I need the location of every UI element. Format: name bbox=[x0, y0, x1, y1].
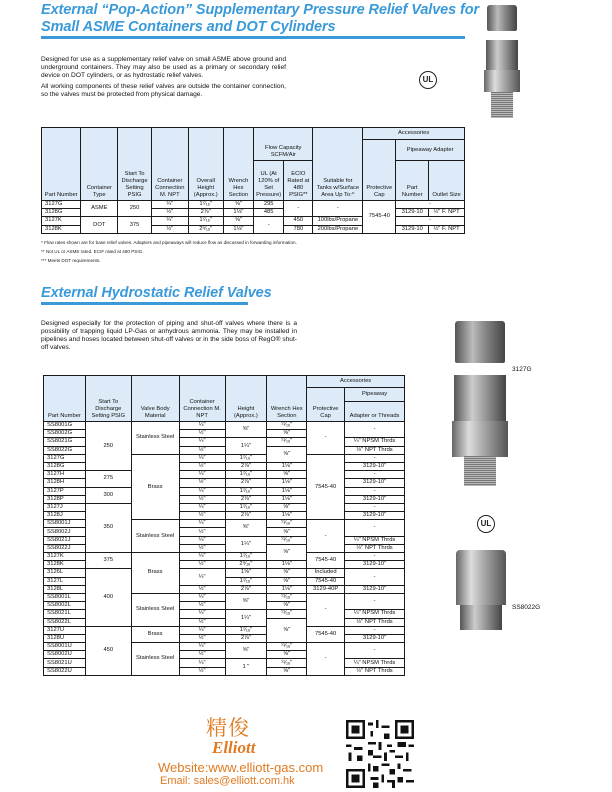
height: ⅝" bbox=[225, 593, 267, 609]
height: 1⁷⁄₁₆" bbox=[188, 217, 223, 225]
connection: ½" bbox=[151, 225, 188, 233]
height: 2⅞" bbox=[225, 462, 267, 470]
th-overall-height: Overall Height (Approx.) bbox=[188, 128, 223, 201]
part-number: SS8002L bbox=[44, 602, 86, 610]
adapter: - bbox=[396, 217, 465, 225]
connection: ¼" bbox=[179, 520, 225, 528]
protective-cap: Included bbox=[307, 569, 345, 577]
connection: ¼" bbox=[179, 643, 225, 651]
height: 2⁹⁄₁₆" bbox=[188, 225, 223, 233]
height: 1¼" bbox=[225, 438, 267, 454]
hex: ⅝" bbox=[267, 651, 307, 659]
th-adapter-or-threads: Adapter or Threads bbox=[345, 402, 405, 422]
th-container-type: Container Type bbox=[81, 128, 118, 201]
height: 2⁹⁄₁₆" bbox=[225, 561, 267, 569]
height: 1⁷⁄₁₆" bbox=[225, 577, 267, 585]
body-material: Brass bbox=[131, 626, 179, 642]
th-wrench-hex: Wrench Hex Section bbox=[267, 376, 307, 422]
th-accessories: Accessories bbox=[307, 376, 405, 388]
connection: ½" bbox=[179, 430, 225, 438]
hex: 1⅛" bbox=[267, 487, 307, 495]
adapter: - bbox=[345, 471, 405, 479]
th-protective-cap: Protective Cap bbox=[363, 140, 396, 201]
part-number: SS8002G bbox=[44, 430, 86, 438]
part-number: 3128P bbox=[44, 495, 86, 503]
setting: 375 bbox=[118, 217, 152, 233]
ul-certification-icon: UL bbox=[419, 71, 437, 89]
hex: 1⅛" bbox=[267, 462, 307, 470]
part-number: SS8022J bbox=[44, 544, 86, 552]
th-part-number: Part Number bbox=[44, 376, 86, 422]
hex: 1⅛" bbox=[267, 585, 307, 593]
hex: ⅝" bbox=[267, 528, 307, 536]
part-number: 3127K bbox=[44, 553, 86, 561]
connection: ½" bbox=[179, 667, 225, 675]
protective-cap: - bbox=[307, 520, 345, 553]
section2-title-rule bbox=[41, 302, 248, 305]
connection: ¼" bbox=[179, 659, 225, 667]
connection: ½" bbox=[179, 561, 225, 569]
connection: ¼" bbox=[179, 626, 225, 634]
connection: ½" bbox=[151, 209, 188, 217]
setting: 375 bbox=[85, 553, 131, 569]
label-3127g: 3127G bbox=[512, 366, 532, 373]
connection: ¼" bbox=[151, 201, 188, 209]
part-number: 3128U bbox=[44, 634, 86, 642]
part-number: 3128G bbox=[42, 209, 81, 217]
adapter: ½" NPT Thrds bbox=[345, 544, 405, 552]
section1-para1: Designed for use as a supplementary relief valve on small ASME above ground and underground containers. They may also be used as a primary or secondary relief device on DOT cylinders, or as hydrostatic relief valves. bbox=[41, 56, 286, 79]
suitable-for: 100lbs/Propane bbox=[313, 217, 363, 225]
outlet-size: ½" F. NPT bbox=[429, 225, 465, 233]
height: 1¼" bbox=[225, 610, 267, 626]
table-row bbox=[44, 422, 405, 430]
part-number: 3128K bbox=[42, 225, 81, 233]
protective-cap: - bbox=[307, 422, 345, 455]
container-type: DOT bbox=[81, 217, 118, 233]
adapter: - bbox=[345, 487, 405, 495]
connection: ½" bbox=[179, 585, 225, 593]
height: 1⁷⁄₁₆" bbox=[225, 471, 267, 479]
relief-valve-photo-top bbox=[484, 2, 522, 120]
connection: ¼" bbox=[179, 422, 225, 430]
hex: 1⅛" bbox=[267, 561, 307, 569]
adapter-part: 3129-10 bbox=[396, 225, 429, 233]
connection: ¼" bbox=[179, 536, 225, 544]
connection: ¼" bbox=[179, 454, 225, 462]
adapter: - bbox=[345, 643, 405, 659]
hex: 1⅛" bbox=[267, 495, 307, 503]
connection: ¼" bbox=[179, 487, 225, 495]
part-number: 3127G bbox=[42, 201, 81, 209]
adapter: - bbox=[345, 626, 405, 634]
part-number: 3127U bbox=[44, 626, 86, 634]
connection: ¼" bbox=[179, 553, 225, 561]
part-number: SS8001J bbox=[44, 520, 86, 528]
hex: ⅝" bbox=[267, 430, 307, 438]
connection: ¼" bbox=[151, 217, 188, 225]
height: 1 " bbox=[225, 659, 267, 675]
th-start-to-discharge: Start To Discharge Setting PSIG bbox=[118, 128, 152, 201]
pop-action-valves-table bbox=[41, 127, 465, 234]
valve-3127g-photo bbox=[452, 318, 508, 456]
th-outlet-size: Outlet Size bbox=[429, 161, 465, 201]
hex: ¹¹⁄₁₆" bbox=[267, 659, 307, 667]
height: 1⁷⁄₁₆" bbox=[188, 201, 223, 209]
th-suitable-for: Suitable for Tanks w/Surface Area Up To:^ bbox=[313, 128, 363, 201]
suitable-for: 200lbs/Propane bbox=[313, 225, 363, 233]
section2-para: Designed especially for the protection of piping and shut-off valves where there is a possibility of trapping liquid LP-Gas or anhydrous ammonia. They may be installed in pipelines and hoses located between shut-off valves or in the side boss of RegO® shut-off valves. bbox=[41, 320, 297, 351]
part-number: 3127P bbox=[44, 487, 86, 495]
hex: ¹¹⁄₁₆" bbox=[267, 610, 307, 618]
hex: 1⅛" bbox=[223, 225, 253, 233]
part-number: SS8001L bbox=[44, 593, 86, 601]
hex: ¹¹⁄₁₆" bbox=[267, 438, 307, 446]
hex: ¹¹⁄₁₆" bbox=[267, 643, 307, 651]
adapter: ¼" NPSM Thrds bbox=[345, 610, 405, 618]
part-number: SS8022L bbox=[44, 618, 86, 626]
protective-cap: - bbox=[307, 643, 345, 676]
valve-ss8022g-photo bbox=[456, 550, 506, 630]
part-number: 3128J bbox=[44, 512, 86, 520]
height: 1⁷⁄₁₆" bbox=[225, 553, 267, 561]
footnote-1: * Flow rates shown are for base relief valves. Adapters and pipeaways will reduce flow as discussed in forwarding information. bbox=[41, 240, 297, 245]
section1-title-line1: External “Pop-Action” Supplementary Pressure Relief Valves for bbox=[41, 2, 480, 18]
hex: ⅝" bbox=[267, 667, 307, 675]
adapter: - bbox=[345, 593, 405, 609]
adapter: - bbox=[345, 553, 405, 561]
part-number: SS8002J bbox=[44, 528, 86, 536]
height: 2⅞" bbox=[225, 479, 267, 487]
connection: ½" bbox=[179, 618, 225, 626]
section2-title: External Hydrostatic Relief Valves bbox=[41, 285, 272, 301]
part-number: SS8021J bbox=[44, 536, 86, 544]
setting: 275 bbox=[85, 471, 131, 487]
part-number: 3126L bbox=[44, 569, 86, 577]
adapter: ¼" NPSM Thrds bbox=[345, 536, 405, 544]
th-start-to-discharge: Start To Discharge Setting PSIG bbox=[85, 376, 131, 422]
ul-flow: 485 bbox=[254, 209, 284, 217]
ecio-flow: - bbox=[284, 201, 313, 217]
ul-certification-icon-2: UL bbox=[477, 515, 495, 533]
adapter: ½" NPT Thrds bbox=[345, 446, 405, 454]
section2-description bbox=[41, 320, 297, 355]
hex: ⅝" bbox=[267, 503, 307, 511]
connection: ¼" bbox=[179, 593, 225, 601]
adapter: ½" NPT Thrds bbox=[345, 618, 405, 626]
connection: ½" bbox=[179, 495, 225, 503]
part-number: 3127G bbox=[44, 454, 86, 462]
adapter: - bbox=[345, 454, 405, 462]
connection: ½" bbox=[179, 651, 225, 659]
th-flow-capacity: Flow Capacity SCFM/Air bbox=[254, 128, 313, 161]
adapter: 3129-10" bbox=[345, 585, 405, 593]
part-number: 3127J bbox=[44, 503, 86, 511]
part-number: SS8021G bbox=[44, 438, 86, 446]
height: 1¼" bbox=[225, 536, 267, 552]
section1-description bbox=[41, 56, 286, 102]
hex: ⅝" bbox=[223, 201, 253, 209]
th-part-number: Part Number bbox=[42, 128, 81, 201]
setting: 300 bbox=[85, 487, 131, 503]
outlet-size: ½" F. NPT bbox=[429, 209, 465, 217]
footnote-2: ** Not UL or ASME rated. ECIF rated at 480 PSIG. bbox=[41, 249, 144, 254]
body-material: Brass bbox=[131, 553, 179, 594]
adapter: ¼" NPSM Thrds bbox=[345, 659, 405, 667]
th-accessories: Accessories bbox=[363, 128, 465, 140]
hydrostatic-valves-table bbox=[43, 375, 405, 676]
connection: ½" bbox=[179, 479, 225, 487]
adapter: 3129-10" bbox=[345, 512, 405, 520]
protective-cap: 7545-40 bbox=[307, 577, 345, 585]
th-pipeaway-adapter: Pipeaway Adapter bbox=[396, 140, 465, 161]
table-row bbox=[44, 487, 405, 495]
height: ⅝" bbox=[225, 643, 267, 659]
section1-title-rule bbox=[41, 36, 465, 39]
connection: ¼" bbox=[179, 438, 225, 446]
body-material: Stainless Steel bbox=[131, 593, 179, 626]
part-number: SS8001U bbox=[44, 643, 86, 651]
setting: 250 bbox=[118, 201, 152, 217]
part-number: 3127K bbox=[42, 217, 81, 225]
th-body-material: Valve Body Material bbox=[131, 376, 179, 422]
th-pipeaway: Pipeaway bbox=[345, 388, 405, 402]
elliott-logo-chinese: 精俊 bbox=[206, 716, 250, 740]
height: ⅝" bbox=[225, 520, 267, 536]
hex: ⅝" bbox=[267, 618, 307, 643]
footnote-3: *** Meets DOT requirements. bbox=[41, 258, 101, 263]
part-number: SS8021U bbox=[44, 659, 86, 667]
elliott-logo: Elliott bbox=[212, 738, 256, 757]
protective-cap: - bbox=[307, 593, 345, 626]
connection: ½" bbox=[179, 446, 225, 454]
adapter: - bbox=[345, 503, 405, 511]
th-height: Height (Approx.) bbox=[225, 376, 267, 422]
adapter-part: 3129-10 bbox=[396, 209, 429, 217]
setting: 350 bbox=[85, 503, 131, 552]
ecio-flow: 780 bbox=[284, 225, 313, 233]
table-row bbox=[42, 217, 465, 225]
hex: ¹¹⁄₁₆" bbox=[267, 593, 307, 601]
part-number: SS8001G bbox=[44, 422, 86, 430]
adapter: 3129-10" bbox=[345, 634, 405, 642]
table-row bbox=[42, 201, 465, 209]
th-container-connection: Container Connection M. NPT bbox=[151, 128, 188, 201]
th-protective-cap: Protective Cap bbox=[307, 388, 345, 422]
body-material: Brass bbox=[131, 454, 179, 520]
th-ul: UL (At 120% of Set Pressure) bbox=[254, 161, 284, 201]
th-container-connection: Container Connection M. NPT bbox=[179, 376, 225, 422]
body-material: Stainless Steel bbox=[131, 643, 179, 676]
connection: ¼" bbox=[179, 610, 225, 618]
email-link[interactable]: Email: sales@elliott.com.hk bbox=[160, 775, 295, 787]
adapter: - bbox=[345, 422, 405, 438]
body-material: Stainless Steel bbox=[131, 422, 179, 455]
section1-para2: All working components of these relief valves are outside the container connection, so the valves must be protected from physical damage. bbox=[41, 83, 286, 98]
protective-cap: 7545-40 bbox=[307, 553, 345, 569]
container-type: ASME bbox=[81, 201, 118, 217]
suitable-for: - bbox=[313, 201, 363, 217]
hex: ¹¹⁄₁₆" bbox=[267, 536, 307, 544]
height: 1⁷⁄₁₆" bbox=[225, 454, 267, 462]
height: 2⅞" bbox=[225, 634, 267, 642]
th-ecio: ECIO Rated at 480 PSIG** bbox=[284, 161, 313, 201]
connection: ½" bbox=[179, 462, 225, 470]
part-number: SS8022G bbox=[44, 446, 86, 454]
th-wrench-hex: Wrench Hex Section bbox=[223, 128, 253, 201]
height: 1⁷⁄₁₆" bbox=[225, 503, 267, 511]
hex: ¹¹⁄₁₆" bbox=[267, 422, 307, 430]
connection: ¼" bbox=[179, 569, 225, 585]
part-number: 3127H bbox=[44, 471, 86, 479]
adapter: ¼" NPSM Thrds bbox=[345, 438, 405, 446]
hex: ⅝" bbox=[267, 569, 307, 577]
part-number: 3127L bbox=[44, 577, 86, 585]
hex: 1⅛" bbox=[223, 209, 253, 217]
hex: ⅝" bbox=[267, 446, 307, 462]
height: 2⅞" bbox=[225, 512, 267, 520]
connection: ½" bbox=[179, 544, 225, 552]
hex: 1⅛" bbox=[267, 479, 307, 487]
ul-flow: - bbox=[254, 217, 284, 233]
connection: ¼" bbox=[179, 471, 225, 479]
hex: ¹¹⁄₁₆" bbox=[267, 520, 307, 528]
part-number: 3128K bbox=[44, 561, 86, 569]
adapter: 3129-10" bbox=[345, 462, 405, 470]
table-row bbox=[44, 503, 405, 511]
hex: ⅝" bbox=[267, 577, 307, 585]
connection: ¼" bbox=[179, 503, 225, 511]
connection: ½" bbox=[179, 528, 225, 536]
height: 2⅞" bbox=[225, 495, 267, 503]
adapter: - bbox=[396, 201, 465, 209]
setting: 450 bbox=[85, 626, 131, 675]
table-row bbox=[44, 569, 405, 577]
part-number: 3128L bbox=[44, 585, 86, 593]
part-number: 3128H bbox=[44, 479, 86, 487]
height: 2⅞" bbox=[188, 209, 223, 217]
setting: 250 bbox=[85, 422, 131, 471]
part-number: SS8022U bbox=[44, 667, 86, 675]
height: 1⁷⁄₁₆" bbox=[225, 626, 267, 634]
body-material: Stainless Steel bbox=[131, 520, 179, 553]
adapter: - bbox=[345, 569, 405, 585]
ecio-flow: 450 bbox=[284, 217, 313, 225]
protective-cap: 7545-40 bbox=[363, 201, 396, 234]
website-link[interactable]: Website:www.elliott-gas.com bbox=[158, 760, 324, 775]
valve-3127g-thread bbox=[464, 456, 496, 486]
part-number: 3128G bbox=[44, 462, 86, 470]
hex: 1⅛" bbox=[267, 512, 307, 520]
protective-cap: 3129-40P bbox=[307, 585, 345, 593]
setting: 400 bbox=[85, 569, 131, 626]
part-number: SS8002U bbox=[44, 651, 86, 659]
adapter: ½" NPT Thrds bbox=[345, 667, 405, 675]
table-row bbox=[44, 626, 405, 634]
table1-footnotes bbox=[41, 238, 297, 265]
connection: ½" bbox=[179, 602, 225, 610]
protective-cap: 7545-40 bbox=[307, 454, 345, 520]
qr-code-icon[interactable] bbox=[346, 720, 414, 788]
ul-flow: 295 bbox=[254, 201, 284, 209]
hex: ⅝" bbox=[267, 471, 307, 479]
table-row bbox=[44, 553, 405, 561]
height: 2⅞" bbox=[225, 585, 267, 593]
hex: ⅝" bbox=[223, 217, 253, 225]
section1-title-line2: Small ASME Containers and DOT Cylinders bbox=[41, 19, 336, 35]
adapter: 3129-10" bbox=[345, 495, 405, 503]
connection: ½" bbox=[179, 634, 225, 642]
hex: ⅝" bbox=[267, 602, 307, 610]
height: 1⅝" bbox=[225, 569, 267, 577]
adapter: - bbox=[345, 520, 405, 536]
protective-cap: 7545-40 bbox=[307, 626, 345, 642]
hex: ⅝" bbox=[267, 544, 307, 560]
height: 1⁷⁄₁₆" bbox=[225, 487, 267, 495]
th-adapter-part-number: Part Number bbox=[396, 161, 429, 201]
height: ⅝" bbox=[225, 422, 267, 438]
adapter: 3129-10" bbox=[345, 479, 405, 487]
part-number: SS8021L bbox=[44, 610, 86, 618]
table-row bbox=[44, 471, 405, 479]
adapter: 3129-10" bbox=[345, 561, 405, 569]
label-ss8022g: SS8022G bbox=[512, 604, 541, 611]
connection: ½" bbox=[179, 512, 225, 520]
